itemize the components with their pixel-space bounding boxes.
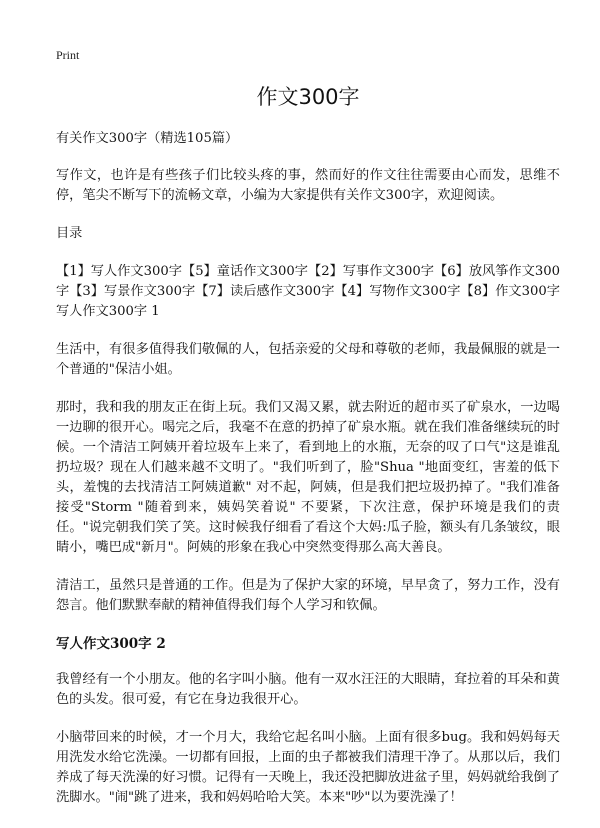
- toc-entries: 【1】写人作文300字【5】童话作文300字【2】写事作文300字【6】放风筝作文300字【3】写景作文300字【7】读后感作文300字【4】写物作文300字【8】作文300字: [56, 264, 560, 299]
- section-1-paragraph-1: 生活中，有很多值得我们敬佩的人，包括亲爱的父母和尊敬的老师，我最佩服的就是一个普通的"保洁小姐。: [56, 342, 560, 377]
- print-link[interactable]: Print: [56, 48, 80, 62]
- section-1-label: 写人作文300字 1: [56, 304, 160, 319]
- section-2-paragraph-2: 小脑带回来的时候，才一个月大，我给它起名叫小脑。上面有很多bug。我和妈妈每天用洗发水给它洗澡。一切都有回报，上面的虫子都被我们清理干净了。从那以后，我们养成了每天洗澡的好习惯。记得有一天晚上，我还没把脚放进盆子里，妈妈就给我倒了洗脚水。"闹"跳了进来，我和妈妈哈哈大笑。本来"吵"以为要洗澡了！: [56, 730, 560, 805]
- document-subtitle: 有关作文300字（精选105篇）: [56, 131, 239, 146]
- toc-list: [56, 262, 560, 322]
- section-1-paragraph-2: 那时，我和我的朋友正在街上玩。我们又渴又累，就去附近的超市买了矿泉水，一边喝一边聊的很开心。喝完之后，我毫不在意的扔掉了矿泉水瓶。就在我们准备继续玩的时候。一个清洁工阿姨开着垃圾车上来了，看到地上的水瓶，无奈的叹了口气"这是谁乱扔垃圾？现在人们越来越不文明了。"我们听到了，脸"Shua "地面变红，害羞的低下头，羞愧的去找清洁工阿姨道歉" 对不起，阿姨，但是我们把垃圾扔掉了。"我们准备接受"Storm "随着到来，姨妈笑着说" 不要紧，下次注意，保护环境是我们的责任。"说完朝我们笑了笑。这时候我仔细看了看这个大妈:瓜子脸，额头有几条皱纹，眼睛小，嘴巴成"新月"。阿姨的形象在我心中突然变得那么高大善良。: [56, 400, 560, 555]
- toc-label: 目录: [56, 226, 83, 241]
- section-1-paragraph-3: 清洁工，虽然只是普通的工作。但是为了保护大家的环境，早早贪了，努力工作，没有怨言。他们默默奉献的精神值得我们每个人学习和钦佩。: [56, 578, 560, 613]
- document-title: 作文300字: [256, 85, 360, 109]
- section-2-paragraph-1: 我曾经有一个小朋友。他的名字叫小脑。他有一双水汪汪的大眼睛，耷拉着的耳朵和黄色的头发。很可爱，有它在身边我很开心。: [56, 672, 560, 707]
- section-2-heading: 写人作文300字 2: [56, 636, 166, 652]
- intro-paragraph: 写作文，也许是有些孩子们比较头疼的事，然而好的作文往往需要由心而发，思维不停，笔尖不断写下的流畅文章，小编为大家提供有关作文300字，欢迎阅读。: [56, 168, 560, 203]
